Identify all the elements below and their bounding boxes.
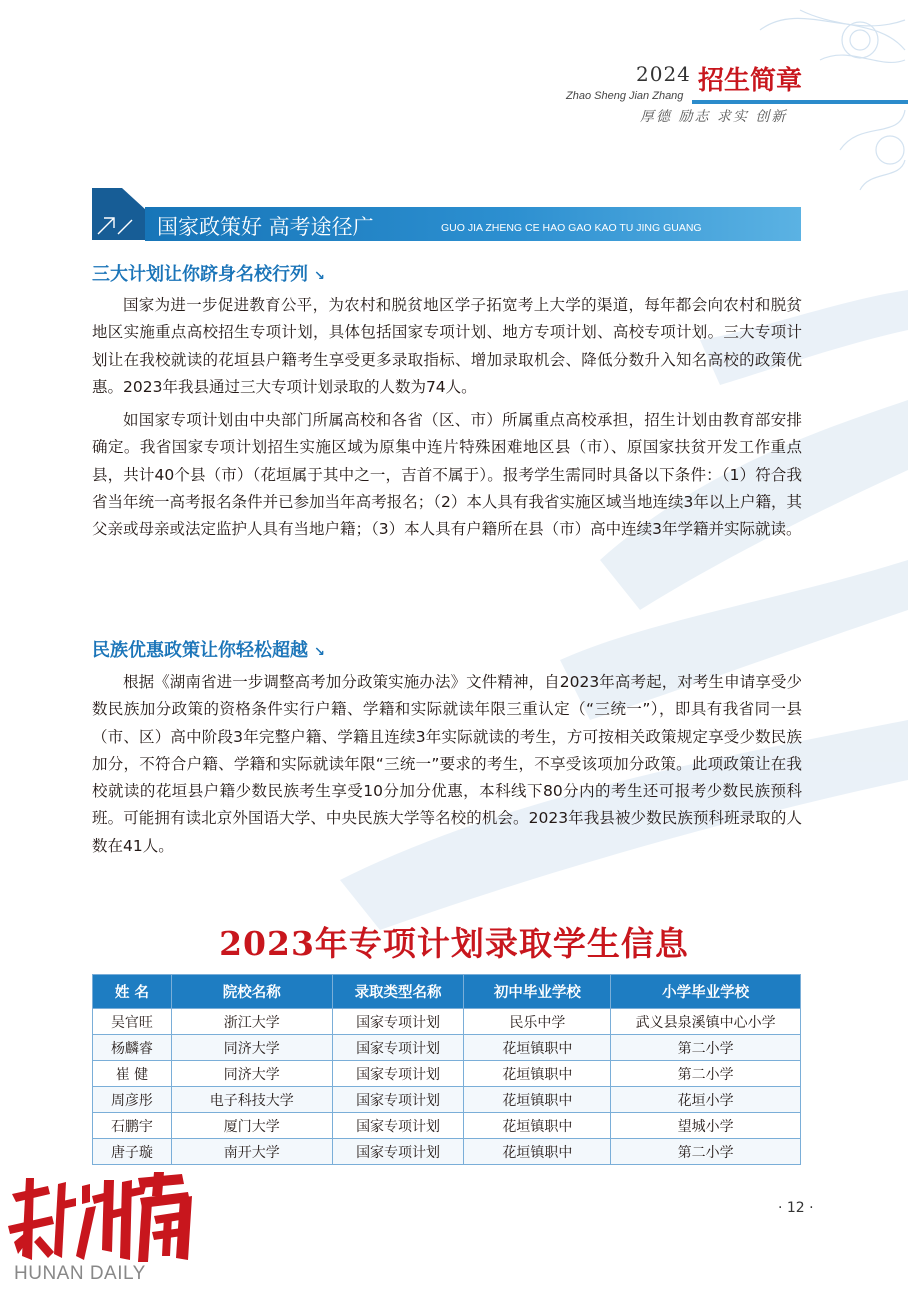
section-banner bbox=[145, 207, 801, 241]
cell-middle-school: 花垣镇职中 bbox=[464, 1113, 611, 1139]
cell-name: 崔 健 bbox=[93, 1061, 172, 1087]
cell-name: 周彦彤 bbox=[93, 1087, 172, 1113]
table-row bbox=[93, 1087, 801, 1113]
cell-name: 杨麟睿 bbox=[93, 1035, 172, 1061]
column-header-primary-school: 小学毕业学校 bbox=[611, 975, 801, 1009]
cell-admission-type: 国家专项计划 bbox=[332, 1009, 464, 1035]
banner-subtitle: GUO JIA ZHENG CE HAO GAO KAO TU JING GUANG bbox=[441, 222, 702, 234]
table-row bbox=[93, 1113, 801, 1139]
cell-college: 南开大学 bbox=[171, 1139, 332, 1165]
section1-paragraph-1: 国家为进一步促进教育公平，为农村和脱贫地区学子拓宽考上大学的渠道，每年都会向农村和脱贫地区实施重点高校招生专项计划，具体包括国家专项计划、地方专项计划、高校专项计划。三大专项计划让在我校就读的花垣县户籍考生享受更多录取指标、增加录取机会、降低分数升入知名高校的政策优惠。2023年我县通过三大专项计划录取的人数为74人。 bbox=[92, 296, 802, 396]
cell-admission-type: 国家专项计划 bbox=[332, 1087, 464, 1113]
cell-admission-type: 国家专项计划 bbox=[332, 1035, 464, 1061]
header-year: 2024 bbox=[636, 62, 691, 86]
section2-paragraph-1: 根据《湖南省进一步调整高考加分政策实施办法》文件精神，自2023年高考起，对考生申请享受少数民族加分政策的资格条件实行户籍、学籍和实际就读年限三重认定（“三统一”），即具有我省同一县（市、区）高中阶段3年完整户籍、学籍且连续3年实际就读的考生，方可按相关政策规定享受少数民族加分，不符合户籍、学籍和实际就读年限“三统一”要求的考生，不享受该项加分政策。此项政策让在我校就读的花垣县户籍少数民族考生享受10分加分优惠，本科线下80分内的考生还可报考少数民族预科班。可能拥有读北京外国语大学、中央民族大学等名校的机会。2023年我县被少数民族预科班录取的人数在41人。 bbox=[92, 673, 802, 855]
hunan-daily-wordmark: HUNAN DAILY bbox=[14, 1263, 146, 1284]
banner-title: 国家政策好 高考途径广 bbox=[157, 215, 374, 239]
page-number: · 12 · bbox=[778, 1200, 814, 1216]
cell-college: 同济大学 bbox=[171, 1061, 332, 1087]
cell-name: 唐子璇 bbox=[93, 1139, 172, 1165]
header-title: 招生简章 bbox=[698, 66, 803, 96]
cell-primary-school: 花垣小学 bbox=[611, 1087, 801, 1113]
section2-heading bbox=[92, 636, 325, 662]
cell-primary-school: 第二小学 bbox=[611, 1139, 801, 1165]
banner-corner-icon bbox=[92, 188, 146, 240]
hunan-daily-logo-icon bbox=[4, 1172, 194, 1264]
header-motto: 厚德 励志 求实 创新 bbox=[640, 109, 788, 125]
section1-heading-text: 三大计划让你跻身名校行列 bbox=[92, 264, 308, 285]
cell-middle-school: 花垣镇职中 bbox=[464, 1061, 611, 1087]
section1-paragraph-2: 如国家专项计划由中央部门所属高校和各省（区、市）所属重点高校承担，招生计划由教育部安排确定。我省国家专项计划招生实施区域为原集中连片特殊困难地区县（市）、原国家扶贫开发工作重点县，共计40个县（市）（花垣属于其中之一，吉首不属于）。报考学生需同时具备以下条件：（1）符合我省当年统一高考报名条件并已参加当年高考报名；（2）本人具有我省实施区域当地连续3年以上户籍，其父亲或母亲或法定监护人具有当地户籍；（3）本人具有户籍所在县（市）高中连续3年学籍并实际就读。 bbox=[92, 411, 802, 539]
table-row bbox=[93, 1139, 801, 1165]
arrow-down-right-icon: ↘ bbox=[314, 269, 325, 284]
header-pinyin: Zhao Sheng Jian Zhang bbox=[566, 90, 684, 102]
cell-primary-school: 第二小学 bbox=[611, 1061, 801, 1087]
cell-middle-school: 民乐中学 bbox=[464, 1009, 611, 1035]
cell-middle-school: 花垣镇职中 bbox=[464, 1139, 611, 1165]
cell-college: 厦门大学 bbox=[171, 1113, 332, 1139]
header-rule bbox=[692, 100, 908, 104]
cell-college: 同济大学 bbox=[171, 1035, 332, 1061]
arrow-down-right-icon: ↘ bbox=[314, 645, 325, 660]
column-header-college: 院校名称 bbox=[171, 975, 332, 1009]
cell-name: 吴官旺 bbox=[93, 1009, 172, 1035]
cell-primary-school: 武义县泉溪镇中心小学 bbox=[611, 1009, 801, 1035]
cell-admission-type: 国家专项计划 bbox=[332, 1061, 464, 1087]
table-header-row bbox=[93, 975, 801, 1009]
section2-body bbox=[92, 669, 802, 860]
column-header-admission-type: 录取类型名称 bbox=[332, 975, 464, 1009]
cell-admission-type: 国家专项计划 bbox=[332, 1113, 464, 1139]
table-row bbox=[93, 1061, 801, 1087]
section1-body bbox=[92, 292, 802, 544]
cell-middle-school: 花垣镇职中 bbox=[464, 1035, 611, 1061]
table-row bbox=[93, 1009, 801, 1035]
table-title: 2023年专项计划录取学生信息 bbox=[219, 924, 689, 963]
cell-middle-school: 花垣镇职中 bbox=[464, 1087, 611, 1113]
cell-college: 浙江大学 bbox=[171, 1009, 332, 1035]
section1-heading bbox=[92, 260, 325, 286]
cell-name: 石鹏宇 bbox=[93, 1113, 172, 1139]
cell-primary-school: 望城小学 bbox=[611, 1113, 801, 1139]
column-header-name: 姓 名 bbox=[93, 975, 172, 1009]
cell-admission-type: 国家专项计划 bbox=[332, 1139, 464, 1165]
cell-college: 电子科技大学 bbox=[171, 1087, 332, 1113]
table-row bbox=[93, 1035, 801, 1061]
admission-table bbox=[92, 974, 801, 1165]
section2-heading-text: 民族优惠政策让你轻松超越 bbox=[92, 640, 308, 661]
cell-primary-school: 第二小学 bbox=[611, 1035, 801, 1061]
column-header-middle-school: 初中毕业学校 bbox=[464, 975, 611, 1009]
